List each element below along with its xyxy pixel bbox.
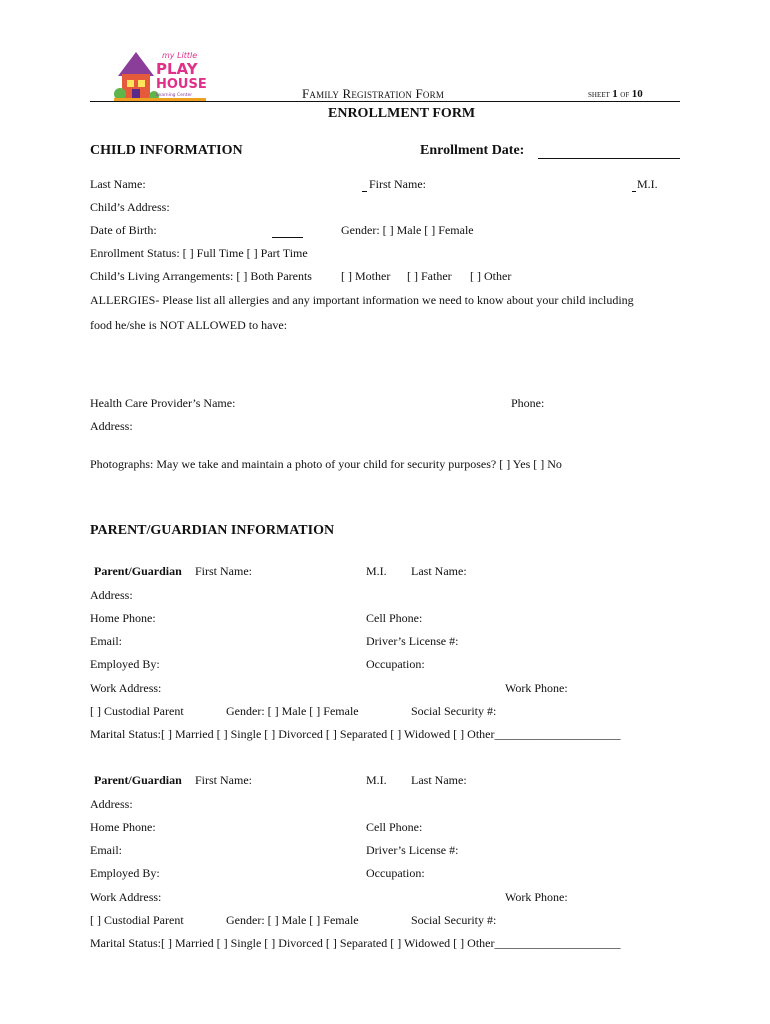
- pg2-work-phone-label: Work Phone:: [505, 890, 568, 904]
- pg2-mi-label: M.I.: [366, 773, 387, 787]
- child-last-name-label: Last Name:: [90, 177, 146, 191]
- pg2-marital-status[interactable]: Marital Status:[ ] Married [ ] Single [ ] Divorced [ ] Separated [ ] Widowed [ ] Other_____________________: [90, 936, 621, 950]
- play-house-logo: [112, 46, 208, 104]
- svg-text:Learning Center: Learning Center: [156, 93, 193, 98]
- child-first-name-label: First Name:: [369, 177, 426, 191]
- pg1-home-phone-label: Home Phone:: [90, 611, 156, 625]
- pg2-home-phone-label: Home Phone:: [90, 820, 156, 834]
- hcp-phone-label: Phone:: [511, 396, 545, 410]
- child-info-heading: CHILD INFORMATION: [90, 143, 243, 158]
- pg1-marital-status[interactable]: Marital Status:[ ] Married [ ] Single [ ] Divorced [ ] Separated [ ] Widowed [ ] Other_____________________: [90, 727, 621, 741]
- sheet-current: 1: [612, 88, 618, 100]
- enrollment-date-field[interactable]: [538, 158, 680, 159]
- pg1-custodial[interactable]: [ ] Custodial Parent: [90, 704, 184, 718]
- sheet-label: sheet: [588, 89, 610, 100]
- svg-text:my Little: my Little: [162, 51, 198, 60]
- pg2-occupation-label: Occupation:: [366, 866, 425, 880]
- pg2-email-label: Email:: [90, 843, 122, 857]
- svg-text:HOUSE: HOUSE: [156, 77, 207, 92]
- parent-info-heading: PARENT/GUARDIAN INFORMATION: [90, 523, 335, 538]
- pg1-email-label: Email:: [90, 634, 122, 648]
- form-title: Family Registration Form: [302, 86, 445, 101]
- living-father[interactable]: [ ] Father: [407, 269, 452, 283]
- pg1-license-label: Driver’s License #:: [366, 634, 459, 648]
- svg-text:PLAY: PLAY: [156, 60, 198, 78]
- pg2-first-name-label: First Name:: [195, 773, 252, 787]
- pg1-work-address-label: Work Address:: [90, 681, 162, 695]
- page-subtitle: ENROLLMENT FORM: [328, 106, 476, 121]
- pg2-last-name-label: Last Name:: [411, 773, 467, 787]
- living-arrangements[interactable]: Child’s Living Arrangements: [ ] Both Parents: [90, 269, 312, 283]
- child-dob-field[interactable]: [272, 237, 303, 238]
- pg1-ssn-label: Social Security #:: [411, 704, 497, 718]
- pg1-address-label: Address:: [90, 588, 133, 602]
- hcp-name-label: Health Care Provider’s Name:: [90, 396, 236, 410]
- pg2-cell-phone-label: Cell Phone:: [366, 820, 423, 834]
- pg2-label: Parent/Guardian: [94, 773, 182, 787]
- sheet-indicator: [588, 88, 643, 100]
- living-mother[interactable]: [ ] Mother: [341, 269, 391, 283]
- hcp-address-label: Address:: [90, 419, 133, 433]
- enrollment-status[interactable]: Enrollment Status: [ ] Full Time [ ] Part Time: [90, 246, 308, 260]
- child-first-name-field[interactable]: [632, 191, 636, 192]
- allergies-text-line2: food he/she is NOT ALLOWED to have:: [90, 318, 288, 332]
- pg1-gender[interactable]: Gender: [ ] Male [ ] Female: [226, 704, 359, 718]
- pg2-work-address-label: Work Address:: [90, 890, 162, 904]
- sheet-total: 10: [631, 88, 643, 100]
- child-last-name-field[interactable]: [362, 191, 367, 192]
- pg1-label: Parent/Guardian: [94, 564, 182, 578]
- photographs-consent[interactable]: Photographs: May we take and maintain a photo of your child for security purposes? [ ] Yes [ ] No: [90, 457, 562, 471]
- pg1-work-phone-label: Work Phone:: [505, 681, 568, 695]
- child-gender[interactable]: Gender: [ ] Male [ ] Female: [341, 223, 474, 237]
- child-mi-label: M.I.: [637, 177, 658, 191]
- pg1-cell-phone-label: Cell Phone:: [366, 611, 423, 625]
- sheet-of: of: [620, 89, 630, 100]
- pg1-mi-label: M.I.: [366, 564, 387, 578]
- pg2-license-label: Driver’s License #:: [366, 843, 459, 857]
- living-other[interactable]: [ ] Other: [470, 269, 512, 283]
- pg2-custodial[interactable]: [ ] Custodial Parent: [90, 913, 184, 927]
- pg1-occupation-label: Occupation:: [366, 657, 425, 671]
- child-dob-label: Date of Birth:: [90, 223, 157, 237]
- enrollment-date-label: Enrollment Date:: [420, 143, 525, 158]
- pg1-employed-by-label: Employed By:: [90, 657, 160, 671]
- pg2-employed-by-label: Employed By:: [90, 866, 160, 880]
- pg1-first-name-label: First Name:: [195, 564, 252, 578]
- pg2-gender[interactable]: Gender: [ ] Male [ ] Female: [226, 913, 359, 927]
- allergies-text-line1: ALLERGIES- Please list all allergies and any important information we need to know about your child including: [90, 293, 634, 307]
- pg2-ssn-label: Social Security #:: [411, 913, 497, 927]
- pg2-address-label: Address:: [90, 797, 133, 811]
- pg1-last-name-label: Last Name:: [411, 564, 467, 578]
- child-address-label: Child’s Address:: [90, 200, 170, 214]
